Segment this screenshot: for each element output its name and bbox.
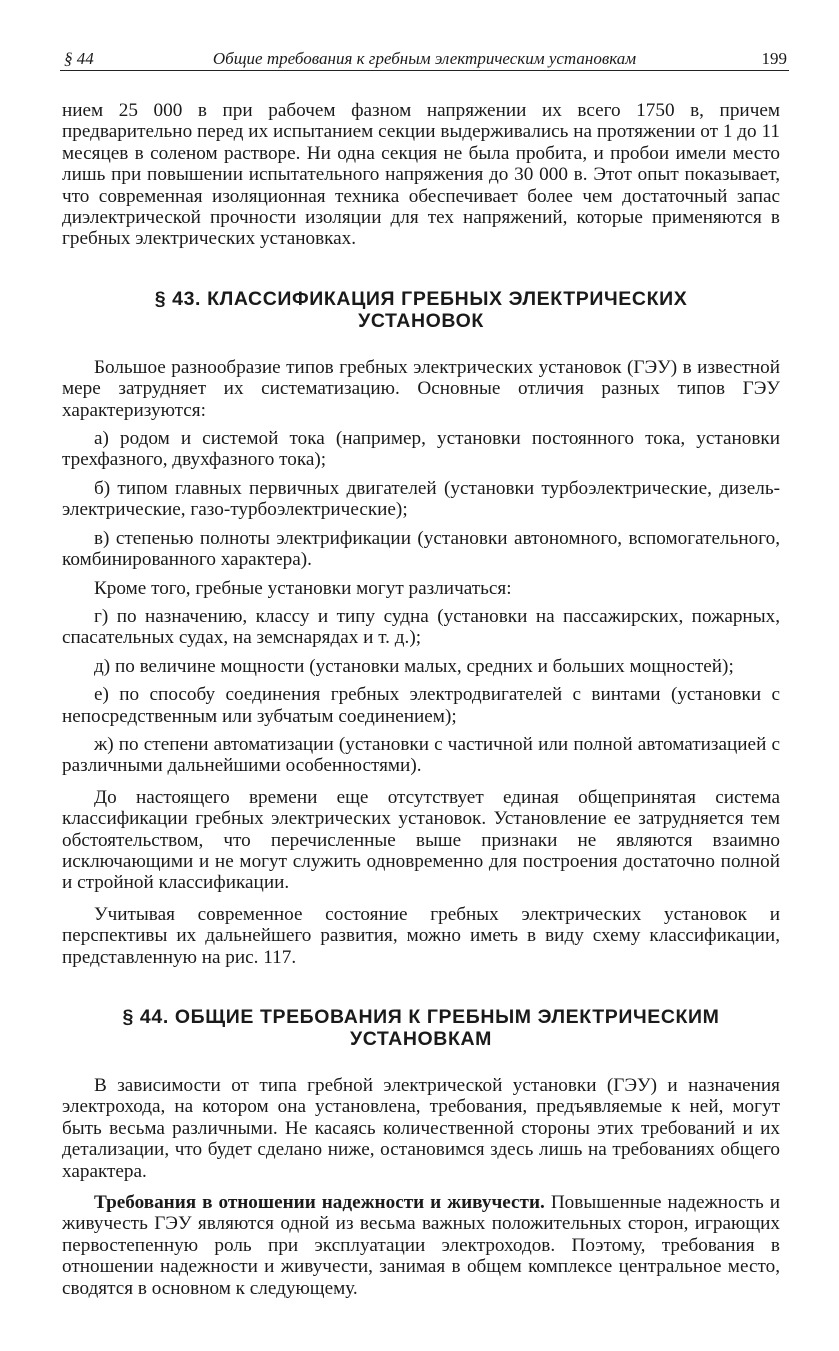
paragraph-text: Повышенные надежность и живучесть ГЭУ являются одной из весьма важных положительных сторон, играющих первостепенную роль при эксплуатации электроходов. Поэтому, требования в отношении надежности и живучести, занимая в общем комплексе центральное место, сводятся в основном к следующему. (62, 1192, 781, 1299)
section-44-paragraph: В зависимости от типа гребной электрической установки (ГЭУ) и назначения электрохода, на котором она установлена, требования, предъявляемые к ней, могут быть весьма различными. Не касаясь количественной стороны этих требований и их детализации, что будет сделано ниже, остановимся здесь лишь на требованиях общего характера. (62, 1075, 780, 1182)
running-header (60, 40, 789, 71)
page-body (62, 100, 780, 1299)
list-item-d: д) по величине мощности (установки малых, средних и больших мощностей); (94, 655, 734, 677)
section-43-paragraph: Кроме того, гребные установки могут различаться: (94, 577, 512, 599)
section-43-paragraph: Учитывая современное состояние гребных электрических установок и перспективы их дальнейшего развития, можно иметь в виду схему классификации, представленную на рис. 117. (62, 903, 780, 968)
section-43-heading-line2: УСТАНОВОК (358, 309, 484, 332)
list-item-e: е) по способу соединения гребных электродвигателей с винтами (установки с непосредственным или зубчатым соединением); (62, 684, 780, 727)
header-title: Общие требования к гребным электрическим установкам (212, 49, 637, 68)
list-item-b: б) типом главных первичных двигателей (установки турбоэлектрические, дизель-электрические, газо-турбоэлектрические); (62, 477, 780, 521)
list-item-g: г) по назначению, классу и типу судна (установки на пассажирских, пожарных, спасательных судах, на земснарядах и т. д.); (62, 605, 780, 649)
list-item-zh: ж) по степени автоматизации (установки с частичной или полной автоматизацией с различными дальнейшими особенностями). (62, 733, 780, 777)
list-item-a: а) родом и системой тока (например, установки постоянного тока, установки трехфазного, двухфазного тока); (62, 428, 780, 471)
section-43-heading-line1: § 43. КЛАССИФИКАЦИЯ ГРЕБНЫХ ЭЛЕКТРИЧЕСКИХ (154, 287, 688, 310)
section-44-paragraph (62, 1192, 780, 1299)
page-number: 199 (761, 49, 787, 68)
section-43-heading (62, 288, 780, 332)
paragraph-lead-heading: Требования в отношении надежности и живучести. (94, 1192, 545, 1214)
section-43-paragraph: Большое разнообразие типов гребных электрических установок (ГЭУ) в известной мере затрудняет их систематизацию. Основные отличия разных типов ГЭУ характеризуются: (62, 356, 780, 421)
header-section-number: § 44 (64, 49, 94, 68)
section-43-paragraph: До настоящего времени еще отсутствует единая общепринятая система классификации гребных электрических установок. Установление ее затрудняется тем обстоятельством, что перечисленные выше признаки не являются взаимно исключающими и не могут служить одновременно для построения достаточно полной и стройной классификации. (62, 786, 780, 894)
intro-paragraph: нием 25 000 в при рабочем фазном напряжении их всего 1750 в, причем предварительно перед их испытанием секции выдерживались на протяжении от 1 до 11 месяцев в соленом растворе. Ни одна секция не была пробита, и пробои имели место лишь при повышении испытательного напряжения до 30 000 в. Этот опыт показывает, что современная изоляционная техника обеспечивает более чем достаточный запас диэлектрической прочности изоляции для тех напряжений, которые применяются в гребных электрических установках. (62, 100, 780, 250)
section-44-heading-line1: § 44. ОБЩИЕ ТРЕБОВАНИЯ К ГРЕБНЫМ ЭЛЕКТРИЧЕСКИМ (122, 1006, 720, 1028)
section-44-heading-line2: УСТАНОВКАМ (349, 1028, 493, 1050)
section-44-heading (62, 1006, 780, 1050)
list-item-v: в) степенью полноты электрификации (установки автономного, вспомогательного, комбинированного характера). (62, 527, 780, 571)
